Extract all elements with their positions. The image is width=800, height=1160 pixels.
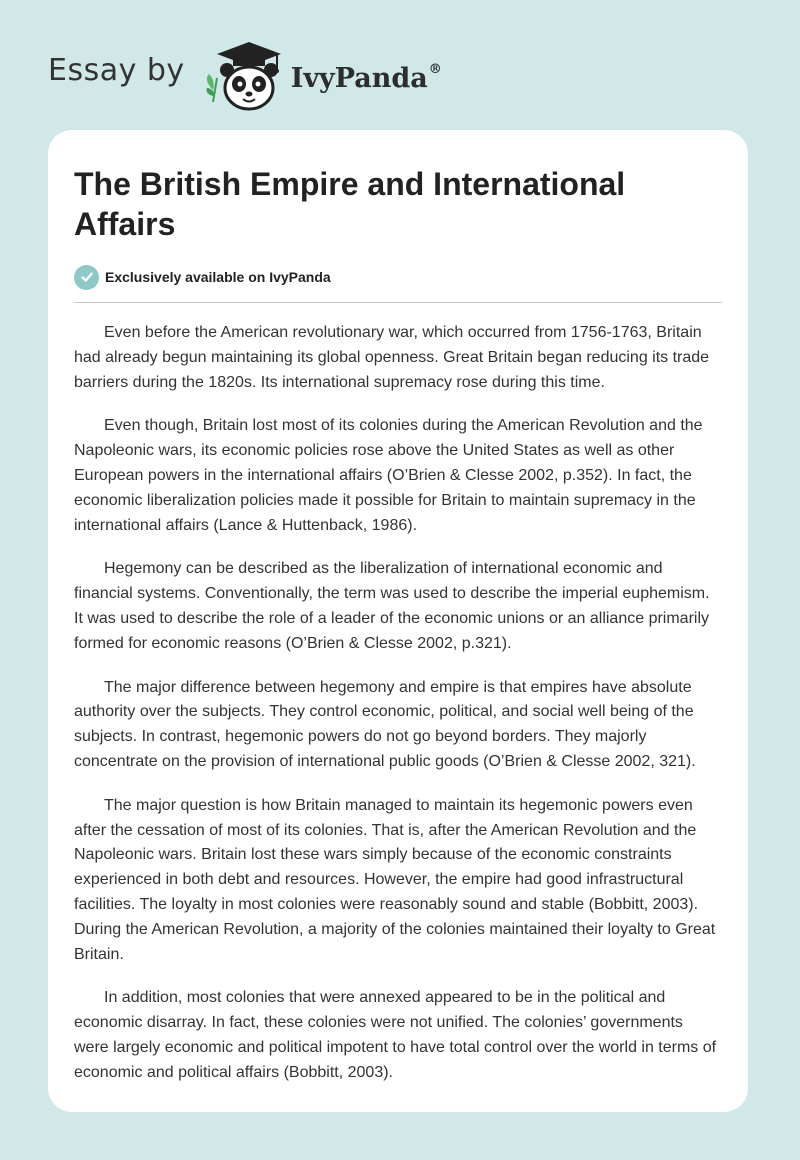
paragraph: In addition, most colonies that were annexed appeared to be in the political and economic disarray. In fact, these colonies were not unified. The colonies’ governments were largely economic and political impotent to have total control over the world in terms of economic and political affairs (Bobbitt, 2003). <box>74 989 717 1081</box>
page-title: The British Empire and International Affairs <box>74 166 626 242</box>
essay-body <box>74 321 722 1086</box>
check-icon <box>74 265 99 290</box>
essay-by-label: Essay by <box>48 52 185 88</box>
site-header <box>48 34 442 114</box>
exclusive-badge-label: Exclusively available on IvyPanda <box>105 269 331 285</box>
divider <box>74 302 722 303</box>
exclusive-badge <box>74 264 722 290</box>
panda-logo-icon[interactable] <box>199 34 287 114</box>
registered-mark: ® <box>428 61 442 77</box>
paragraph: Even before the American revolutionary war, which occurred from 1756-1763, Britain had already begun maintaining its global openness. Great Britain began reducing its trade barriers during the 1820s. Its international supremacy rose during this time. <box>74 324 710 391</box>
brand-text: IvyPanda <box>290 62 428 94</box>
paragraph: Even though, Britain lost most of its colonies during the American Revolution and the Napoleonic wars, its economic policies rose above the United States as well as other European powers in the international affairs (O’Brien & Clesse 2002, p.352). In fact, the economic liberalization policies made it possible for Britain to maintain supremacy in the international affairs (Lance & Huttenback, 1986). <box>74 417 703 534</box>
paragraph: The major question is how Britain managed to maintain its hegemonic powers even after the cessation of most of its colonies. That is, after the American Revolution and the Napoleonic wars. Britain lost these wars simply because of the economic constraints experienced in both debt and resources. However, the empire had good infrastructural facilities. The loyalty in most colonies were reasonably sound and stable (Bobbitt, 2003). During the American Revolution, a majority of the colonies maintained their loyalty to Great Britain. <box>74 796 716 963</box>
brand-name[interactable] <box>291 63 442 94</box>
essay-card <box>48 130 748 1112</box>
paragraph: Hegemony can be described as the liberalization of international economic and financial systems. Conventionally, the term was used to describe the imperial euphemism. It was used to describe the role of a leader of the economic unions or an alliance primarily formed for economic reasons (O’Brien & Clesse 2002, p.321). <box>74 560 710 652</box>
paragraph: The major difference between hegemony and empire is that empires have absolute authority over the subjects. They control economic, political, and social well being of the subjects. In contrast, hegemonic powers do not go beyond borders. They majorly concentrate on the provision of international public goods (O’Brien & Clesse 2002, 321). <box>74 678 696 770</box>
